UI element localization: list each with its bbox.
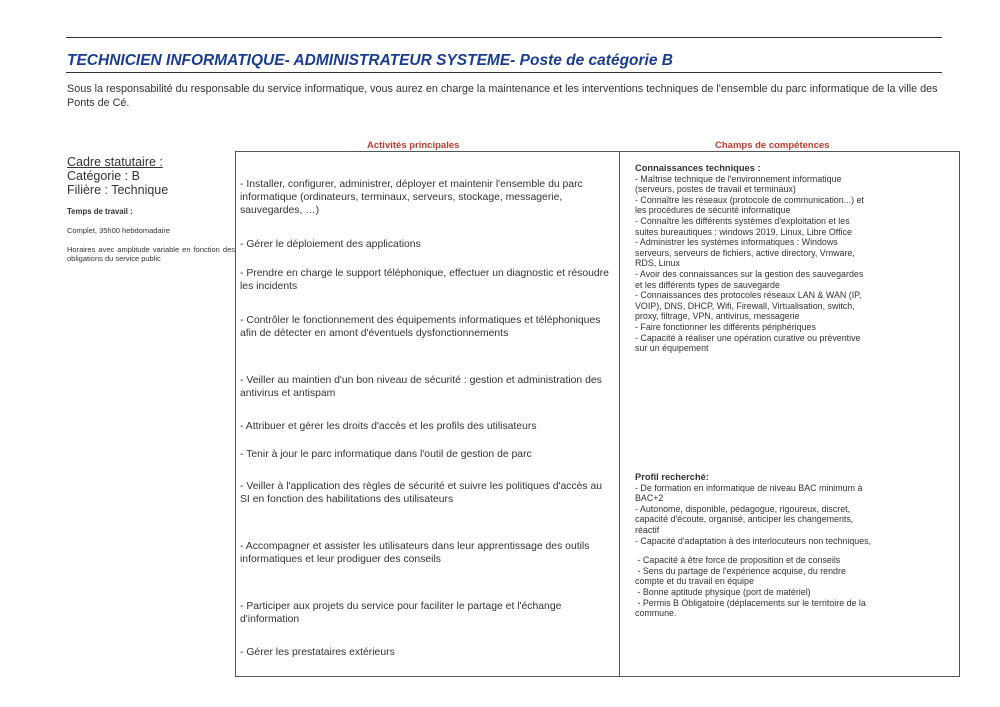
connaissance-line: VOIP), DNS, DHCP, Wifi, Firewall, Virtualisation, switch, bbox=[635, 300, 855, 311]
left-info-panel bbox=[67, 155, 235, 263]
connaissance-line: serveurs, serveurs de fichiers, active directory, Vmware, bbox=[635, 247, 855, 258]
profil-line: capacité d'écoute, organisé, anticiper les changements, bbox=[635, 514, 854, 525]
activity-item: - Gérer les prestataires extérieurs bbox=[240, 647, 395, 658]
connaissance-line: et les différents types de sauvegarde bbox=[635, 279, 780, 290]
connaissance-line: - Administrer les systèmes informatiques : Windows bbox=[635, 237, 838, 248]
activity-item: - Accompagner et assister les utilisateurs dans leur apprentissage des outils informatiques et leur prodiguer des conseils bbox=[240, 541, 590, 565]
spacer bbox=[635, 546, 951, 555]
activity-item: - Installer, configurer, administrer, déployer et maintenir l'ensemble du parc informatique (ordinateurs, terminaux, serveurs, stockage, messagerie, sauvegardes, …) bbox=[240, 179, 583, 216]
connaissance-line: les procédures de sécurité informatique bbox=[635, 205, 791, 216]
connaissance-line: - Connaître les réseaux (protocole de communication...) et bbox=[635, 194, 864, 205]
profil-line: - Capacité à être force de proposition et de conseils bbox=[635, 555, 841, 566]
connaissance-line: RDS, Linux bbox=[635, 258, 680, 269]
activity-item: - Attribuer et gérer les droits d'accès et les profils des utilisateurs bbox=[240, 421, 537, 432]
activity-item: - Tenir à jour le parc informatique dans l'outil de gestion de parc bbox=[240, 449, 532, 460]
title-underline bbox=[66, 72, 942, 73]
connaissance-line: - Avoir des connaissances sur la gestion des sauvegardes bbox=[635, 268, 864, 279]
header-activites: Activités principales bbox=[367, 140, 460, 151]
profil-section bbox=[635, 472, 951, 619]
column-divider bbox=[619, 152, 620, 676]
connaissances-heading: Connaissances techniques : bbox=[635, 163, 761, 173]
profil-heading: Profil recherché: bbox=[635, 472, 709, 482]
connaissances-section bbox=[635, 163, 951, 354]
connaissance-line: - Connaissances des protocoles réseaux LAN & WAN (IP, bbox=[635, 290, 862, 301]
profil-line: - Bonne aptitude physique (port de matériel) bbox=[635, 586, 811, 597]
profil-line: - Sens du partage de l'expérience acquise, du rendre bbox=[635, 565, 846, 576]
profil-line: BAC+2 bbox=[635, 493, 664, 504]
connaissance-line: - Faire fonctionner les différents périphériques bbox=[635, 321, 816, 332]
activity-item: - Participer aux projets du service pour faciliter le partage et l'échange d'information bbox=[240, 601, 562, 625]
filiere-value: Filière : Technique bbox=[67, 183, 169, 197]
profil-line: compte et du travail en équipe bbox=[635, 576, 754, 587]
activity-item: - Contrôler le fonctionnement des équipements informatiques et téléphoniques afin de détecter en amont d'éventuels dysfonctionnements bbox=[240, 315, 601, 339]
connaissance-line: (serveurs, postes de travail et terminaux) bbox=[635, 184, 796, 195]
activities-table bbox=[235, 151, 960, 677]
intro-paragraph: Sous la responsabilité du responsable du service informatique, vous aurez en charge la maintenance et les interventions techniques de l'ensemble du parc informatique de la ville des Ponts de Cé. bbox=[67, 83, 938, 109]
horaires-text: Horaires avec amplitude variable en fonction des obligations du service public bbox=[67, 245, 235, 263]
connaissance-line: sur un équipement bbox=[635, 343, 709, 354]
profil-line: - Permis B Obligatoire (déplacements sur le territoire de la bbox=[635, 597, 866, 608]
page-title: TECHNICIEN INFORMATIQUE- ADMINISTRATEUR SYSTEME- Poste de catégorie B bbox=[67, 52, 673, 69]
activity-item: - Veiller à l'application des règles de sécurité et suivre les politiques d'accès au SI en fonction des habilitations des utilisateurs bbox=[240, 481, 603, 505]
profil-line: commune. bbox=[635, 608, 677, 619]
activity-item: - Prendre en charge le support téléphonique, effectuer un diagnostic et résoudre les incidents bbox=[240, 268, 609, 292]
connaissance-line: proxy, filtrage, VPN, antivirus, messagerie bbox=[635, 311, 800, 322]
connaissance-line: - Maîtrise technique de l'environnement informatique bbox=[635, 173, 842, 184]
profil-line: - Capacité d'adaptation à des interlocuteurs non techniques, bbox=[635, 535, 872, 546]
activity-item: - Gérer le déploiement des applications bbox=[240, 239, 421, 250]
activity-item: - Veiller au maintien d'un bon niveau de sécurité : gestion et administration des antivirus et antispam bbox=[240, 375, 602, 399]
profil-line: - Autonome, disponible, pédagogue, rigoureux, discret, bbox=[635, 503, 851, 514]
connaissance-line: suites bureautiques : windows 2019, Linux, Libre Office bbox=[635, 226, 852, 237]
profil-line: réactif bbox=[635, 524, 660, 535]
temps-value: Complet, 35h00 hebdomadaire bbox=[67, 226, 170, 235]
connaissance-line: - Connaître les différents systèmes d'exploitation et les bbox=[635, 215, 850, 226]
header-competences: Champs de compétences bbox=[715, 140, 830, 151]
temps-label: Temps de travail : bbox=[67, 207, 133, 216]
profil-line: - De formation en informatique de niveau BAC minimum à bbox=[635, 482, 863, 493]
categorie-value: Catégorie : B bbox=[67, 169, 140, 183]
connaissance-line: - Capacité à réaliser une opération curative ou préventive bbox=[635, 332, 861, 343]
top-rule bbox=[66, 37, 942, 38]
cadre-statutaire-label: Cadre statutaire : bbox=[67, 155, 163, 169]
